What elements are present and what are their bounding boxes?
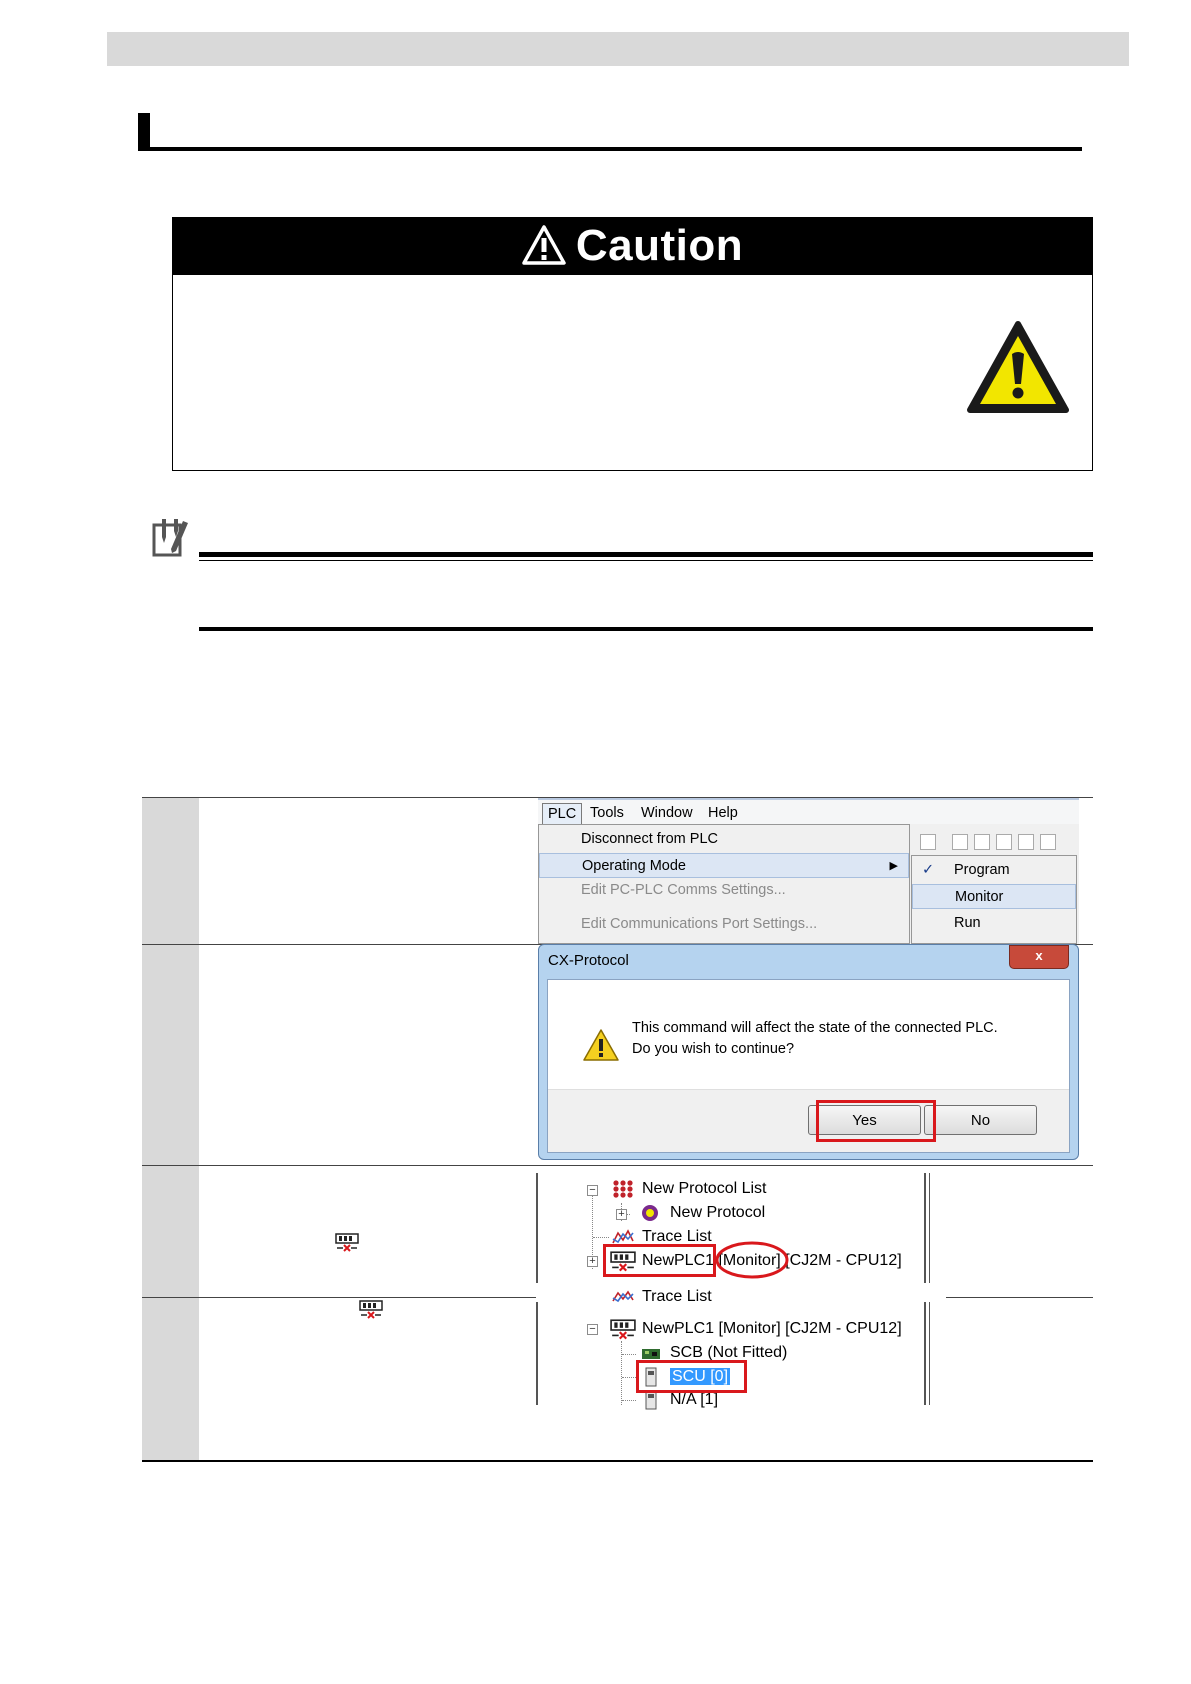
protocol-list-icon xyxy=(612,1179,634,1199)
plc-name: NewPLC1 xyxy=(642,1252,715,1269)
submenu-item-program-label: Program xyxy=(954,862,1010,878)
tree-border-left xyxy=(536,1173,538,1283)
table-row-divider xyxy=(142,1165,1093,1166)
menu-bar xyxy=(538,798,1079,824)
toolbar-icon[interactable] xyxy=(974,834,990,850)
menu-item-operating-mode[interactable] xyxy=(539,853,909,878)
plc-model: [CJ2M - CPU12] xyxy=(785,1252,902,1269)
plc-menu-dropdown xyxy=(538,824,910,944)
plc-item-highlight xyxy=(603,1244,716,1277)
tree-guide-line xyxy=(622,1400,636,1401)
confirmation-dialog-screenshot xyxy=(538,944,1079,1160)
protocol-icon xyxy=(640,1203,660,1223)
submenu-arrow-icon: ▶ xyxy=(889,860,898,872)
section-heading-marker xyxy=(138,113,150,150)
caution-triangle-icon xyxy=(522,224,566,266)
collapse-toggle[interactable]: − xyxy=(587,1324,598,1335)
tree-guide-line xyxy=(622,1354,636,1355)
tree-item-protocol-list[interactable]: New Protocol List xyxy=(642,1180,767,1197)
menu-item-operating-mode-label: Operating Mode xyxy=(582,858,686,874)
trace-list-icon xyxy=(612,1291,634,1305)
dialog-body xyxy=(547,979,1070,1153)
plc-offline-icon xyxy=(610,1319,636,1341)
tree-border-right xyxy=(924,1173,926,1283)
menu-item-edit-port-settings[interactable]: Edit Communications Port Settings... xyxy=(581,916,818,932)
tree-item-protocol[interactable]: New Protocol xyxy=(670,1204,766,1221)
tree-guide-line xyxy=(621,1341,622,1405)
tree-item-scu-label: SCU [0] xyxy=(672,1368,729,1385)
table-bottom-rule xyxy=(142,1460,1093,1462)
toolbar-icon[interactable] xyxy=(952,834,968,850)
dialog-window xyxy=(538,944,1079,1160)
toolbar-strip xyxy=(910,824,1079,854)
submenu-item-program[interactable] xyxy=(912,858,1076,883)
toolbar-icon[interactable] xyxy=(996,834,1012,850)
page-header-band xyxy=(107,32,1129,66)
caution-title-bar xyxy=(172,217,1093,275)
precautions-rule-top-thin xyxy=(199,560,1093,561)
menu-help[interactable]: Help xyxy=(708,805,738,821)
warning-sign-icon xyxy=(966,320,1070,416)
step-number-cell-4 xyxy=(142,1297,199,1460)
tree-guide-line xyxy=(622,1377,636,1378)
precautions-rule-bottom xyxy=(199,627,1093,631)
precautions-pencil-icon xyxy=(152,517,190,557)
menu-item-disconnect[interactable]: Disconnect from PLC xyxy=(581,831,718,847)
monitor-mode-highlight-circle xyxy=(714,1240,790,1280)
yes-button[interactable]: Yes xyxy=(808,1105,921,1135)
plc-offline-icon xyxy=(335,1233,359,1253)
tree-item-plc[interactable]: NewPLC1 [Monitor] [CJ2M - CPU12] xyxy=(642,1320,902,1337)
tree-guide-line xyxy=(593,1237,609,1238)
step-number-cell-3 xyxy=(142,1165,199,1297)
expand-toggle[interactable]: + xyxy=(616,1209,627,1220)
toolbar-icon[interactable] xyxy=(1040,834,1056,850)
menu-item-edit-comms-settings[interactable]: Edit PC-PLC Comms Settings... xyxy=(581,882,786,898)
no-button[interactable]: No xyxy=(924,1105,1037,1135)
tree-border-right xyxy=(924,1302,926,1405)
dialog-message xyxy=(632,1018,998,1060)
step-number-cell-2 xyxy=(142,944,199,1165)
expand-toggle[interactable]: + xyxy=(587,1256,598,1267)
tree-item-trace-list-partial[interactable]: Trace List xyxy=(642,1288,712,1305)
tree-item-na[interactable]: N/A [1] xyxy=(670,1391,719,1408)
tree-item-trace-list[interactable]: Trace List xyxy=(642,1228,712,1245)
tree-item-scb[interactable]: SCB (Not Fitted) xyxy=(670,1344,788,1361)
toolbar-icon[interactable] xyxy=(920,834,936,850)
plc-menu-screenshot xyxy=(538,798,1079,944)
tree-border-right-inner xyxy=(929,1173,930,1283)
tree-border-left xyxy=(536,1302,538,1405)
plc-offline-icon xyxy=(359,1300,383,1320)
operating-mode-submenu xyxy=(911,855,1077,944)
step-number-cell-1 xyxy=(142,798,199,944)
unit-icon xyxy=(644,1390,658,1410)
collapse-toggle[interactable]: − xyxy=(587,1185,598,1196)
tree-border-right-inner xyxy=(929,1302,930,1405)
dialog-close-button[interactable]: x xyxy=(1009,945,1069,969)
section-heading-rule xyxy=(138,147,1082,151)
warning-icon xyxy=(582,1028,620,1062)
menu-window[interactable]: Window xyxy=(641,805,693,821)
caution-title: Caution xyxy=(575,221,744,270)
dialog-message-line2: Do you wish to continue? xyxy=(632,1041,795,1057)
submenu-item-monitor[interactable]: Monitor xyxy=(912,884,1076,909)
dialog-button-area xyxy=(548,1089,1069,1152)
menu-plc[interactable]: PLC xyxy=(542,803,582,825)
plc-mode: [Monitor] xyxy=(718,1252,781,1269)
menu-tools[interactable]: Tools xyxy=(590,805,624,821)
dialog-title: CX-Protocol xyxy=(548,952,629,969)
yes-button-highlight xyxy=(816,1100,936,1142)
checkmark-icon: ✓ xyxy=(922,862,935,878)
submenu-item-run[interactable]: Run xyxy=(954,915,981,931)
toolbar-icon[interactable] xyxy=(1018,834,1034,850)
scu-item-highlight xyxy=(636,1360,747,1393)
dialog-message-line1: This command will affect the state of the connected PLC. xyxy=(632,1020,998,1036)
precautions-rule-top xyxy=(199,552,1093,557)
